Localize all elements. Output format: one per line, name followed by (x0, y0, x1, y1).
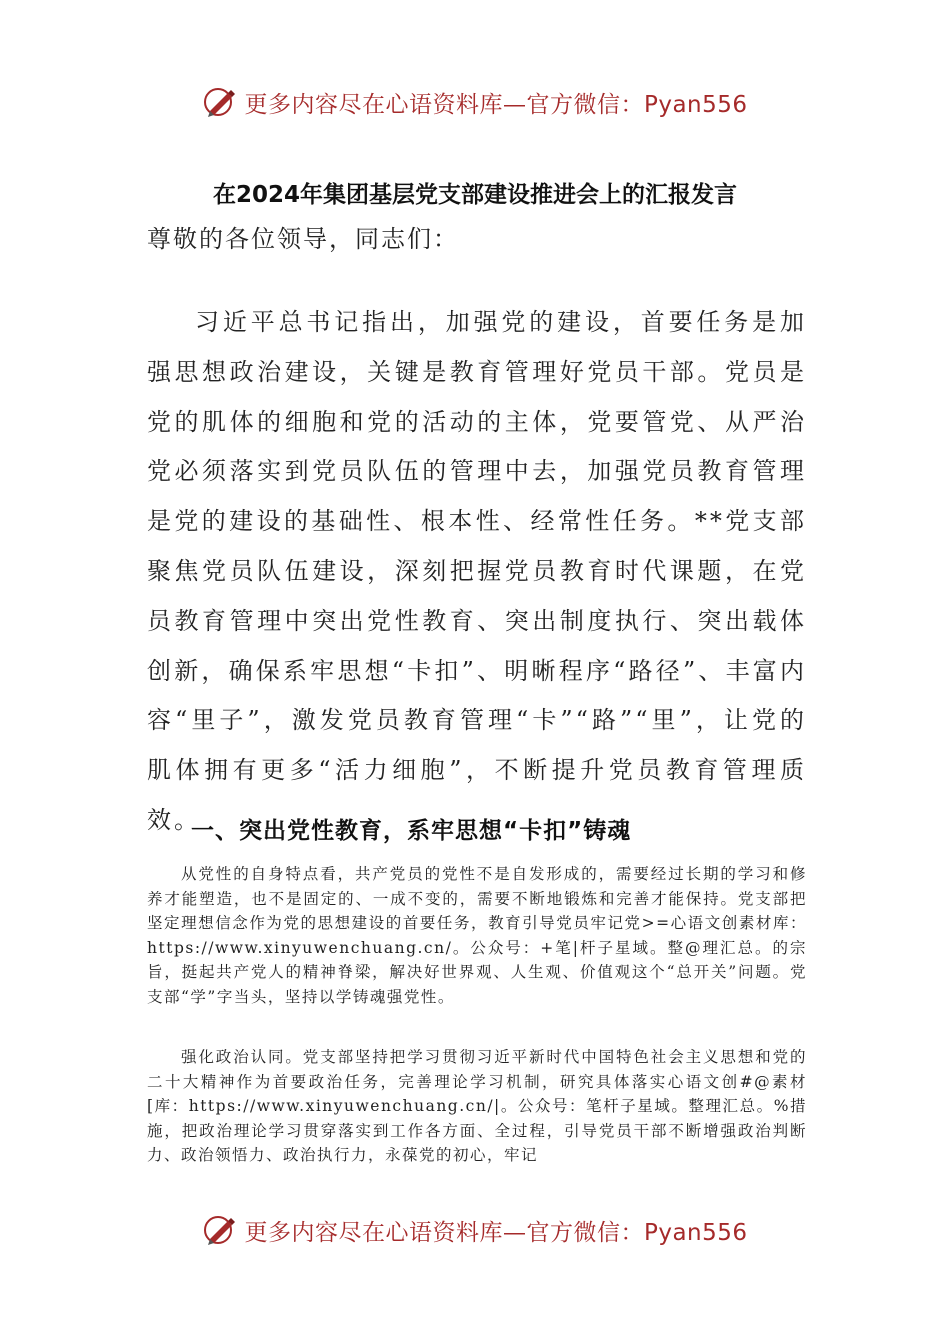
section-paragraph: 强化政治认同。党支部坚持把学习贯彻习近平新时代中国特色社会主义思想和党的二十大精神作为首要政治任务，完善理论学习机制，研究具体落实心语文创#@素材[库：https://www.xinyuwenchuang.cn/|。公众号：笔杆子星域。整理汇总。%措施，把政治理论学习贯穿落实到工作各方面、全过程，引导党员干部不断增强政治判断力、政治领悟力、政治执行力，永葆党的初心，牢记 (147, 1048, 807, 1165)
pen-logo-icon (202, 1212, 238, 1248)
wechat-id: Pyan556 (643, 91, 748, 118)
watermark-text: 更多内容尽在心语资料库—官方微信：Pyan556 (244, 91, 748, 118)
intro-paragraph: 习近平总书记指出，加强党的建设，首要任务是加强思想政治建设，关键是教育管理好党员干部。党员是党的肌体的细胞和党的活动的主体，党要管党、从严治党必须落实到党员队伍的管理中去，加强党员教育管理是党的建设的基础性、根本性、经常性任务。**党支部聚焦党员队伍建设，深刻把握党员教育时代课题，在党员教育管理中突出党性教育、突出制度执行、突出载体创新，确保系牢思想“卡扣”、明晰程序“路径”、丰富内容“里子”，激发党员教育管理“卡”“路”“里”，让党的肌体拥有更多“活力细胞”，不断提升党员教育管理质效。 (147, 308, 807, 834)
watermark-banner-top (0, 80, 950, 124)
section-heading: 一、突出党性教育，系牢思想“卡扣”铸魂 (191, 818, 632, 844)
salutation: 尊敬的各位领导，同志们： (147, 225, 459, 253)
pen-logo-icon (202, 84, 238, 120)
wechat-id: Pyan556 (643, 1219, 748, 1246)
section-paragraph: 从党性的自身特点看，共产党员的党性不是自发形成的，需要经过长期的学习和修养才能塑造，也不是固定的、一成不变的，需要不断地锻炼和完善才能保持。党支部把坚定理想信念作为党的思想建设的首要任务，教育引导党员牢记党>=心语文创素材库：https://www.xinyuwenchuang.cn/。公众号：+笔|杆子星域。整@理汇总。的宗旨，挺起共产党人的精神脊梁，解决好世界观、人生观、价值观这个“总开关”问题。党支部“学”字当头，坚持以学铸魂强党性。 (147, 865, 807, 1006)
watermark-text: 更多内容尽在心语资料库—官方微信：Pyan556 (244, 1219, 748, 1246)
document-title: 在2024年集团基层党支部建设推进会上的汇报发言 (212, 182, 737, 208)
watermark-banner-bottom (0, 1208, 950, 1252)
